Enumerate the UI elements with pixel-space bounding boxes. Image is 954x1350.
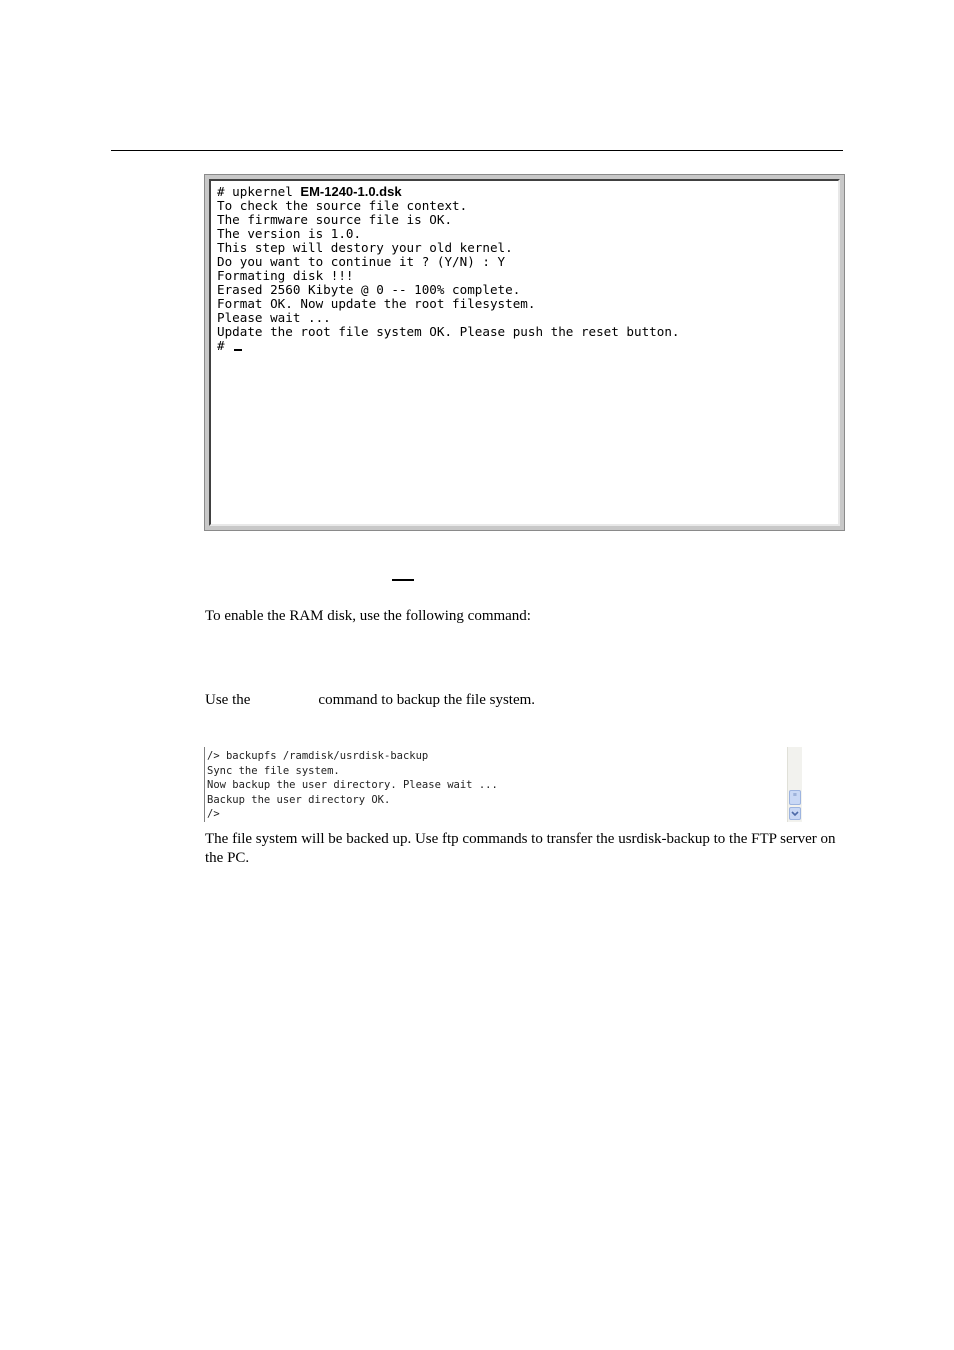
backup-command-text: command to backup the file system. — [318, 692, 536, 708]
terminal-cursor — [234, 349, 242, 351]
use-the-text: Use the — [205, 692, 251, 708]
console-line: /> — [207, 808, 220, 820]
console-line: Backup the user directory OK. — [207, 793, 391, 806]
terminal-screenshot — [204, 174, 845, 531]
scroll-down-arrow-icon[interactable] — [789, 807, 801, 820]
backed-up-paragraph: The file system will be backed up. Use ftp commands to transfer the usrdisk-backup to the FTP server on the PC. — [205, 831, 836, 866]
console-screenshot — [204, 747, 802, 822]
terminal-line: The version is 1.0. — [217, 226, 362, 241]
scrollbar-thumb[interactable]: ≡ — [789, 790, 801, 805]
console-line: Sync the file system. — [207, 764, 340, 777]
kernel-file-name: EM-1240-1.0.dsk — [300, 184, 402, 199]
terminal-line: The firmware source file is OK. — [217, 212, 453, 227]
backup-paragraph — [205, 691, 535, 710]
terminal-line: Please wait ... — [217, 310, 331, 325]
terminal-line: Do you want to continue it ? (Y/N) : Y — [217, 254, 506, 269]
header-rule — [111, 150, 843, 151]
console-line: Now backup the user directory. Please wait ... — [207, 779, 498, 791]
terminal-line: Update the root file system OK. Please push the reset button. — [217, 324, 680, 339]
terminal-line: Formating disk !!! — [217, 268, 354, 283]
terminal-line: To check the source file context. — [217, 198, 468, 213]
terminal-line — [217, 185, 838, 199]
console-scrollbar[interactable] — [787, 747, 802, 822]
console-output — [207, 749, 498, 822]
ramdisk-paragraph: To enable the RAM disk, use the following command: — [205, 608, 531, 624]
terminal-window — [209, 179, 840, 526]
terminal-line: This step will destory your old kernel. — [217, 240, 513, 255]
terminal-line: Erased 2560 Kibyte @ 0 -- 100% complete. — [217, 282, 521, 297]
terminal-command: # upkernel — [217, 184, 301, 199]
console-line: /> backupfs /ramdisk/usrdisk-backup — [207, 750, 429, 762]
dash-rule — [392, 579, 414, 581]
terminal-prompt-line — [217, 339, 838, 353]
terminal-prompt: # — [217, 338, 233, 353]
terminal-line: Format OK. Now update the root filesystem. — [217, 296, 536, 311]
